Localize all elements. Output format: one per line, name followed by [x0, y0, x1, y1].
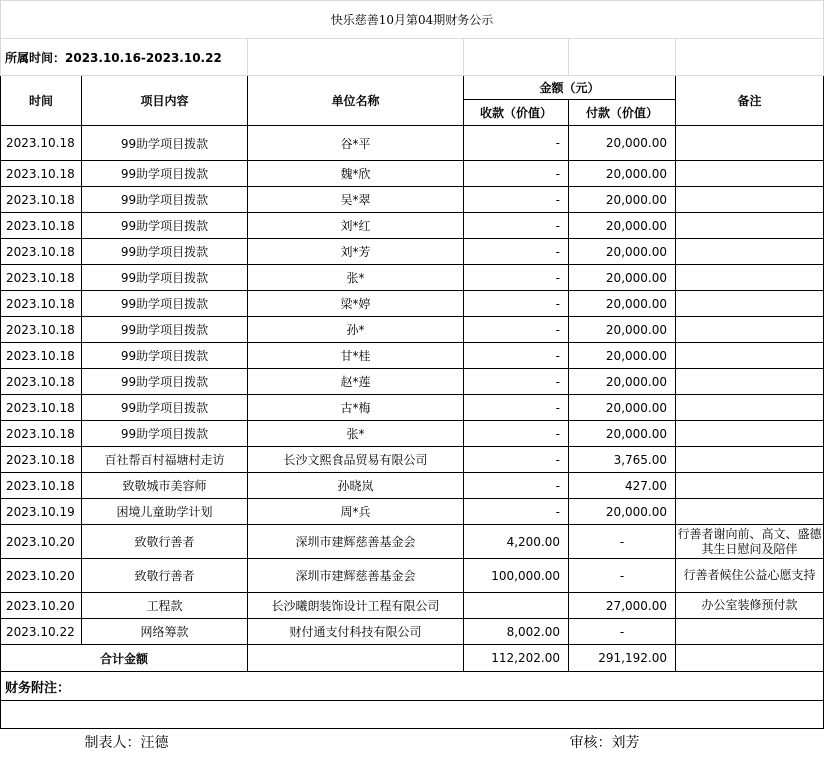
header-amount: 金额（元） [464, 76, 676, 100]
row-remark [676, 343, 824, 369]
table-row [1, 343, 824, 369]
row-remark: 行善者候住公益心愿支持 [676, 559, 824, 593]
row-date: 2023.10.18 [1, 473, 82, 499]
table-row [1, 559, 824, 593]
row-unit: 长沙曦朗装饰设计工程有限公司 [248, 593, 464, 619]
row-remark: 办公室装修预付款 [676, 593, 824, 619]
finance-note-label: 财务附注： [1, 672, 824, 701]
row-payment: 20,000.00 [569, 317, 676, 343]
total-income: 112,202.00 [464, 645, 569, 672]
table-row [1, 126, 824, 161]
sheet-body [1, 1, 824, 126]
row-remark [676, 369, 824, 395]
table-row [1, 395, 824, 421]
row-project: 99助学项目拨款 [82, 395, 248, 421]
row-project: 99助学项目拨款 [82, 343, 248, 369]
row-project: 致敬城市美容师 [82, 473, 248, 499]
row-remark [676, 291, 824, 317]
row-unit: 深圳市建辉慈善基金会 [248, 525, 464, 559]
header-income: 收款（价值） [464, 100, 569, 126]
row-project: 99助学项目拨款 [82, 239, 248, 265]
row-remark [676, 619, 824, 645]
row-income: - [464, 213, 569, 239]
row-unit: 张* [248, 265, 464, 291]
row-remark [676, 395, 824, 421]
header-remark: 备注 [676, 76, 824, 126]
row-payment: - [569, 619, 676, 645]
row-unit: 甘*桂 [248, 343, 464, 369]
row-payment: 27,000.00 [569, 593, 676, 619]
row-payment: 20,000.00 [569, 126, 676, 161]
row-date: 2023.10.18 [1, 395, 82, 421]
row-payment: 3,765.00 [569, 447, 676, 473]
row-income: - [464, 447, 569, 473]
row-date: 2023.10.18 [1, 213, 82, 239]
row-unit: 孙* [248, 317, 464, 343]
row-date: 2023.10.18 [1, 265, 82, 291]
row-unit: 谷*平 [248, 126, 464, 161]
row-income: - [464, 395, 569, 421]
row-payment: 20,000.00 [569, 369, 676, 395]
row-project: 99助学项目拨款 [82, 126, 248, 161]
row-payment: 20,000.00 [569, 291, 676, 317]
row-project: 致敬行善者 [82, 559, 248, 593]
header-project: 项目内容 [82, 76, 248, 126]
table-row [1, 187, 824, 213]
table-row [1, 619, 824, 645]
row-income: - [464, 343, 569, 369]
row-remark [676, 213, 824, 239]
row-income: 4,200.00 [464, 525, 569, 559]
row-date: 2023.10.18 [1, 239, 82, 265]
header-payment: 付款（价值） [569, 100, 676, 126]
row-payment: 20,000.00 [569, 421, 676, 447]
row-income: - [464, 317, 569, 343]
page-title: 快乐慈善10月第04期财务公示 [1, 1, 824, 39]
table-row [1, 291, 824, 317]
row-income [464, 593, 569, 619]
row-remark [676, 421, 824, 447]
row-date: 2023.10.18 [1, 126, 82, 161]
row-date: 2023.10.18 [1, 187, 82, 213]
row-project: 致敬行善者 [82, 525, 248, 559]
finance-note-body [1, 701, 824, 729]
table-row [1, 317, 824, 343]
table-row [1, 593, 824, 619]
row-project: 99助学项目拨款 [82, 161, 248, 187]
transaction-rows [1, 126, 824, 645]
maker-label: 制表人：汪德 [84, 735, 169, 752]
row-project: 99助学项目拨款 [82, 369, 248, 395]
row-date: 2023.10.18 [1, 161, 82, 187]
row-income: 100,000.00 [464, 559, 569, 593]
row-project: 困境儿童助学计划 [82, 499, 248, 525]
row-project: 工程款 [82, 593, 248, 619]
period-label: 所属时间：2023.10.16-2023.10.22 [1, 39, 248, 76]
row-date: 2023.10.18 [1, 291, 82, 317]
row-payment: - [569, 525, 676, 559]
row-remark [676, 187, 824, 213]
row-date: 2023.10.22 [1, 619, 82, 645]
row-payment: 20,000.00 [569, 213, 676, 239]
row-unit: 吴*翠 [248, 187, 464, 213]
row-unit: 古*梅 [248, 395, 464, 421]
row-payment: 20,000.00 [569, 343, 676, 369]
row-payment: 20,000.00 [569, 265, 676, 291]
row-remark [676, 499, 824, 525]
row-date: 2023.10.20 [1, 559, 82, 593]
row-income: - [464, 187, 569, 213]
row-payment: 20,000.00 [569, 187, 676, 213]
row-remark [676, 473, 824, 499]
row-unit: 孙晓岚 [248, 473, 464, 499]
row-remark [676, 317, 824, 343]
row-remark [676, 447, 824, 473]
row-unit: 梁*婷 [248, 291, 464, 317]
row-income: - [464, 161, 569, 187]
row-date: 2023.10.20 [1, 525, 82, 559]
row-date: 2023.10.18 [1, 421, 82, 447]
row-unit: 周*兵 [248, 499, 464, 525]
row-payment: 20,000.00 [569, 239, 676, 265]
row-unit: 魏*欣 [248, 161, 464, 187]
row-remark [676, 265, 824, 291]
table-row [1, 161, 824, 187]
row-payment: 20,000.00 [569, 499, 676, 525]
row-unit: 刘*红 [248, 213, 464, 239]
row-date: 2023.10.19 [1, 499, 82, 525]
row-project: 99助学项目拨款 [82, 421, 248, 447]
header-date: 时间 [1, 76, 82, 126]
row-unit: 赵*莲 [248, 369, 464, 395]
row-project: 99助学项目拨款 [82, 213, 248, 239]
row-income: - [464, 265, 569, 291]
total-payment: 291,192.00 [569, 645, 676, 672]
row-income: - [464, 291, 569, 317]
row-income: - [464, 421, 569, 447]
row-project: 99助学项目拨款 [82, 317, 248, 343]
table-row [1, 265, 824, 291]
row-unit: 财付通支付科技有限公司 [248, 619, 464, 645]
row-project: 百社帮百村福塘村走访 [82, 447, 248, 473]
row-income: - [464, 239, 569, 265]
row-project: 99助学项目拨款 [82, 187, 248, 213]
row-income: - [464, 499, 569, 525]
row-date: 2023.10.20 [1, 593, 82, 619]
row-date: 2023.10.18 [1, 343, 82, 369]
header-unit: 单位名称 [248, 76, 464, 126]
row-project: 99助学项目拨款 [82, 265, 248, 291]
table-row [1, 473, 824, 499]
row-remark: 行善者谢向前、高文、盛德其生日慰问及陪伴 [676, 525, 824, 559]
row-project: 网络筹款 [82, 619, 248, 645]
row-date: 2023.10.18 [1, 369, 82, 395]
table-row [1, 213, 824, 239]
row-payment: - [569, 559, 676, 593]
row-income: - [464, 473, 569, 499]
row-date: 2023.10.18 [1, 317, 82, 343]
table-row [1, 239, 824, 265]
row-remark [676, 239, 824, 265]
table-row [1, 369, 824, 395]
table-row [1, 499, 824, 525]
row-unit: 张* [248, 421, 464, 447]
table-row [1, 447, 824, 473]
auditor-label: 审核：刘芳 [569, 735, 640, 752]
total-label: 合计金额 [1, 645, 248, 672]
table-row [1, 525, 824, 559]
row-date: 2023.10.18 [1, 447, 82, 473]
row-remark [676, 161, 824, 187]
row-payment: 20,000.00 [569, 395, 676, 421]
row-remark [676, 126, 824, 161]
sheet-tail [1, 645, 824, 756]
row-unit: 长沙文熙食品贸易有限公司 [248, 447, 464, 473]
row-project: 99助学项目拨款 [82, 291, 248, 317]
row-payment: 20,000.00 [569, 161, 676, 187]
row-income: - [464, 126, 569, 161]
row-income: 8,002.00 [464, 619, 569, 645]
row-unit: 深圳市建辉慈善基金会 [248, 559, 464, 593]
row-income: - [464, 369, 569, 395]
table-row [1, 421, 824, 447]
row-unit: 刘*芳 [248, 239, 464, 265]
row-payment: 427.00 [569, 473, 676, 499]
